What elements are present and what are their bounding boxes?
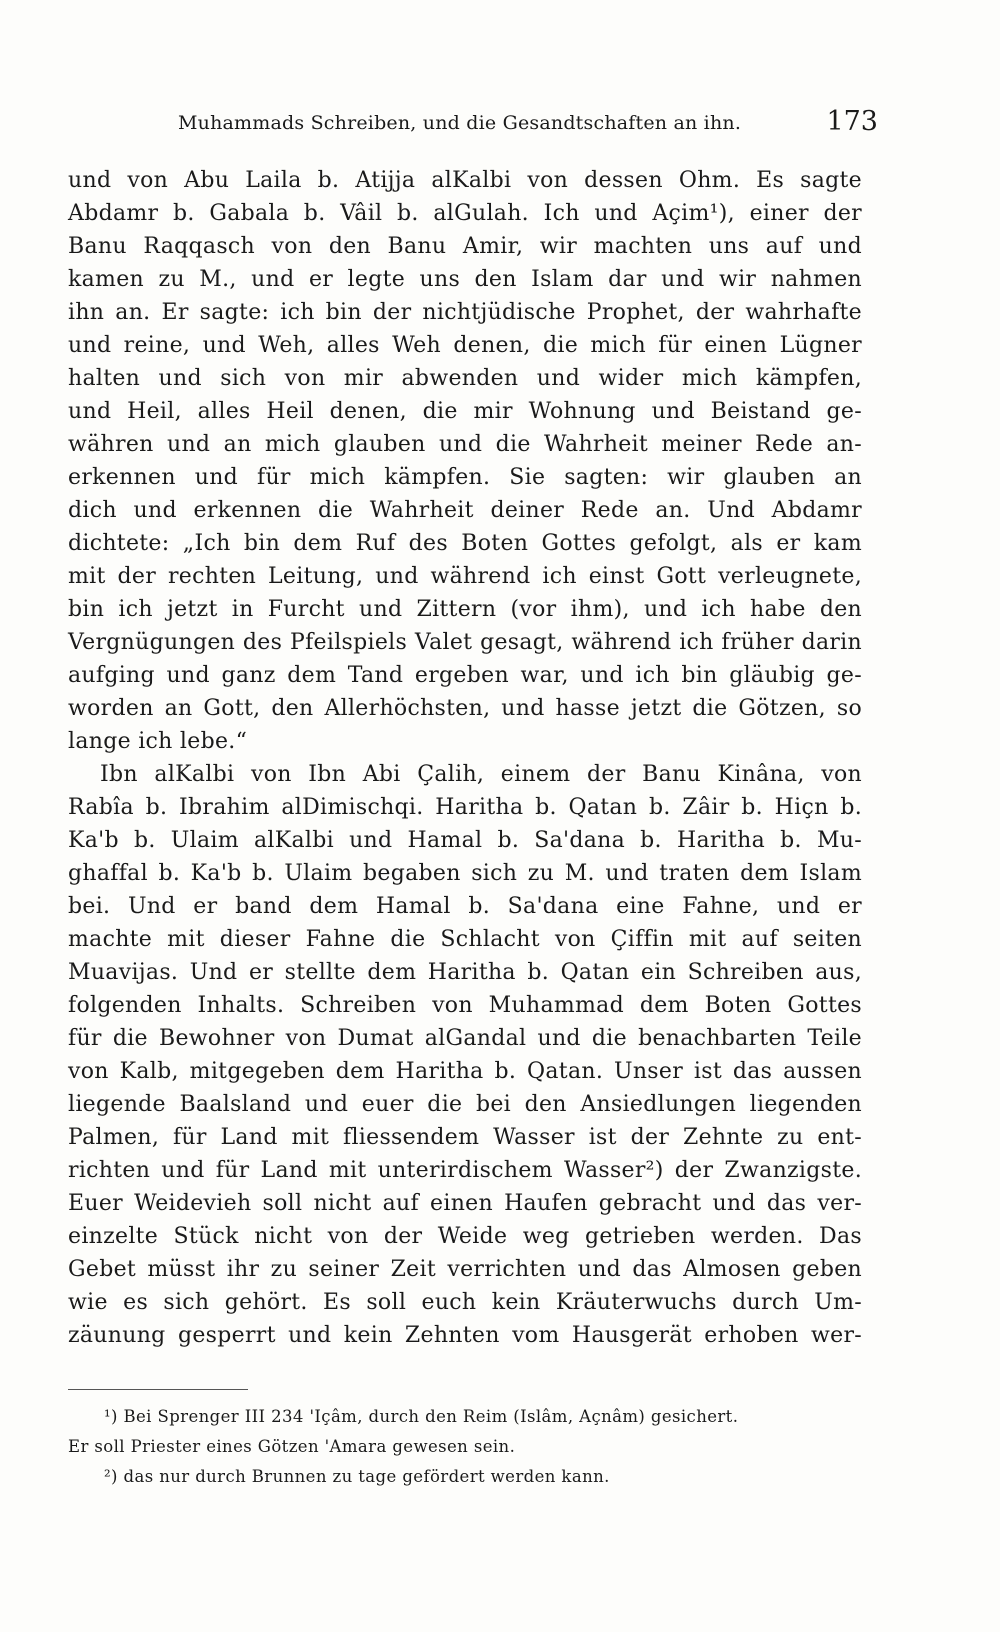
text-line: Vergnügungen des Pfeilspiels Valet gesagt, während ich früher darin (68, 630, 862, 655)
text-line: Ibn alKalbi von Ibn Abi Çalih, einem der Banu Kinâna, von (100, 762, 862, 787)
text-line: ihn an. Er sagte: ich bin der nichtjüdische Prophet, der wahrhafte (68, 300, 862, 325)
text-line: für die Bewohner von Dumat alGandal und die benachbarten Teile (68, 1026, 862, 1051)
text-line: dichtete: „Ich bin dem Ruf des Boten Gottes gefolgt, als er kam (68, 531, 862, 556)
text-line: dich und erkennen die Wahrheit deiner Rede an. Und Abdamr (68, 498, 862, 523)
text-line: bin ich jetzt in Furcht und Zittern (vor ihm), und ich habe den (68, 597, 862, 622)
text-line: ghaffal b. Ka'b b. Ulaim begaben sich zu M. und traten dem Islam (68, 861, 862, 886)
text-line: und von Abu Laila b. Atijja alKalbi von dessen Ohm. Es sagte (68, 168, 862, 193)
text-line: folgenden Inhalts. Schreiben von Muhammad dem Boten Gottes (68, 993, 862, 1018)
text-line: Abdamr b. Gabala b. Vâil b. alGulah. Ich und Açim¹), einer der (68, 201, 862, 226)
body-text (68, 164, 862, 1352)
text-line: Banu Raqqasch von den Banu Amir, wir machten uns auf und (68, 234, 862, 259)
text-line: lange ich lebe.“ (68, 729, 248, 754)
text-line: kamen zu M., und er legte uns den Islam dar und wir nahmen (68, 267, 862, 292)
text-line: Gebet müsst ihr zu seiner Zeit verrichten und das Almosen geben (68, 1257, 862, 1282)
footnote-2: ²) das nur durch Brunnen zu tage gefördert werden kann. (104, 1467, 610, 1486)
footnote-divider (68, 1389, 248, 1390)
text-line: Ka'b b. Ulaim alKalbi und Hamal b. Sa'dana b. Haritha b. Mu- (68, 828, 862, 853)
text-line: Euer Weidevieh soll nicht auf einen Haufen gebracht und das ver- (68, 1191, 862, 1216)
running-title: Muhammads Schreiben, und die Gesandtschaften an ihn. (178, 112, 742, 134)
text-line: Palmen, für Land mit fliessendem Wasser ist der Zehnte zu ent- (68, 1125, 862, 1150)
text-line: von Kalb, mitgegeben dem Haritha b. Qatan. Unser ist das aussen (68, 1059, 862, 1084)
text-line: und Heil, alles Heil denen, die mir Wohnung und Beistand ge- (68, 399, 862, 424)
footnote-1-continued: Er soll Priester eines Götzen 'Amara gewesen sein. (68, 1437, 516, 1456)
text-line: zäunung gesperrt und kein Zehnten vom Hausgerät erhoben wer- (68, 1323, 862, 1348)
text-line: währen und an mich glauben und die Wahrheit meiner Rede an- (68, 432, 862, 457)
text-line: wie es sich gehört. Es soll euch kein Kräuterwuchs durch Um- (68, 1290, 862, 1315)
text-line: machte mit dieser Fahne die Schlacht von Çiffin mit auf seiten (68, 927, 862, 952)
footnote-1: ¹) Bei Sprenger III 234 'Içâm, durch den Reim (Islâm, Açnâm) gesichert. (104, 1407, 739, 1426)
text-line: und reine, und Weh, alles Weh denen, die mich für einen Lügner (68, 333, 862, 358)
text-line: richten und für Land mit unterirdischem Wasser²) der Zwanzigste. (68, 1158, 862, 1183)
text-line: halten und sich von mir abwenden und wider mich kämpfen, (68, 366, 862, 391)
text-line: Muavijas. Und er stellte dem Haritha b. Qatan ein Schreiben aus, (68, 960, 862, 985)
footnotes (68, 1402, 868, 1492)
running-head (178, 106, 878, 146)
text-line: Rabîa b. Ibrahim alDimischqi. Haritha b. Qatan b. Zâir b. Hiçn b. (68, 795, 862, 820)
text-line: worden an Gott, den Allerhöchsten, und hasse jetzt die Götzen, so (68, 696, 862, 721)
text-line: liegende Baalsland und euer die bei den Ansiedlungen liegenden (68, 1092, 862, 1117)
text-line: erkennen und für mich kämpfen. Sie sagten: wir glauben an (68, 465, 862, 490)
text-line: aufging und ganz dem Tand ergeben war, und ich bin gläubig ge- (68, 663, 862, 688)
text-line: mit der rechten Leitung, und während ich einst Gott verleugnete, (68, 564, 862, 589)
text-line: bei. Und er band dem Hamal b. Sa'dana eine Fahne, und er (68, 894, 862, 919)
page-number: 173 (826, 106, 878, 137)
text-line: einzelte Stück nicht von der Weide weg getrieben werden. Das (68, 1224, 862, 1249)
